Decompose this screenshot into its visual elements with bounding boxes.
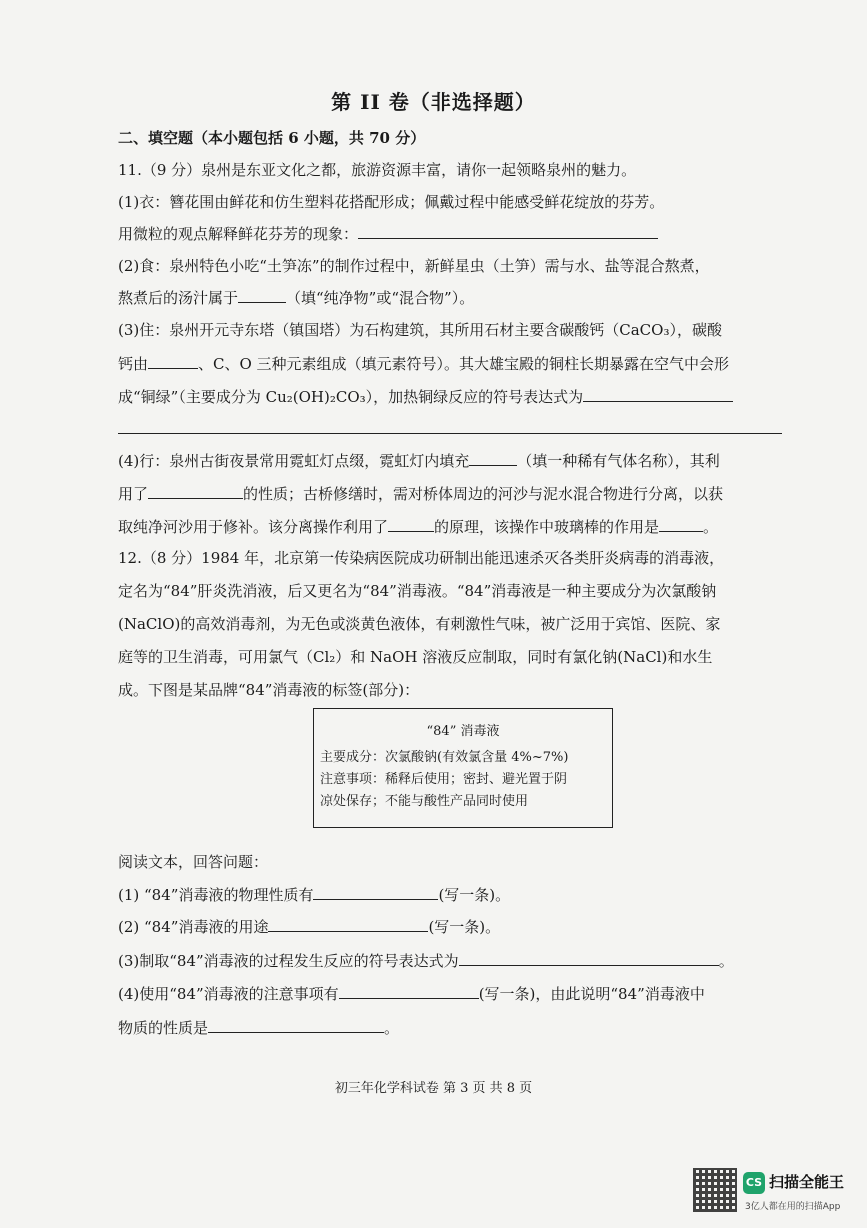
q11-part4-end: 。 <box>703 518 719 536</box>
part-heading: 二、填空题（本小题包括 6 小题，共 70 分） <box>118 129 426 147</box>
answer-blank[interactable] <box>469 450 517 466</box>
label-row-ingredients: 主要成分：次氯酸钠(有效氯含量 4%~7%) <box>320 750 569 765</box>
q11-part4-line3 <box>118 516 808 537</box>
answer-blank[interactable] <box>208 1017 384 1033</box>
q12-sub1-hint: (写一条)。 <box>438 886 511 904</box>
answer-blank[interactable] <box>659 516 703 532</box>
q12-sub4 <box>118 983 808 1004</box>
q11-part1-line2 <box>118 223 808 244</box>
q12-line4: 庭等的卫生消毒，可用氯气（Cl₂）和 NaOH 溶液反应制取，同时有氯化钠(NaCl)和水生 <box>118 648 713 666</box>
q11-part3-line4 <box>118 418 808 439</box>
q12-sub1-prompt: (1) “84”消毒液的物理性质有 <box>118 886 314 904</box>
answer-blank[interactable] <box>148 483 243 499</box>
answer-blank[interactable] <box>148 353 198 369</box>
answer-blank[interactable] <box>459 950 719 966</box>
q12-sub3-end: 。 <box>718 952 734 970</box>
scanner-tagline: 3亿人都在用的扫描App <box>745 1202 841 1212</box>
scanner-watermark <box>693 1168 853 1218</box>
q11-part3-prompt: 钙由 <box>118 355 149 373</box>
answer-blank[interactable] <box>339 983 479 999</box>
q12-sub4-prompt2: 物质的性质是 <box>118 1019 209 1037</box>
q11-part2-prompt: 熬煮后的汤汁属于 <box>118 289 239 307</box>
q11-part3-text: 、C、O 三种元素组成（填元素符号）。其大雄宝殿的铜柱长期暴露在空气中会形 <box>198 355 730 373</box>
q12-sub4-prompt: (4)使用“84”消毒液的注意事项有 <box>118 985 339 1003</box>
q11-part4-prompt2: 用了 <box>118 485 149 503</box>
q12-sub4-end: 。 <box>384 1019 400 1037</box>
q11-part4-text: 的性质；古桥修缮时，需对桥体周边的河沙与泥水混合物进行分离，以获 <box>243 485 724 503</box>
q12-sub4-text: (写一条)，由此说明“84”消毒液中 <box>478 985 705 1003</box>
q12-sub3 <box>118 950 808 971</box>
q11-part4-question: 的原理，该操作中玻璃棒的作用是 <box>434 518 660 536</box>
q11-part4-line2 <box>118 483 808 504</box>
qr-code-icon <box>693 1168 737 1212</box>
answer-blank[interactable] <box>313 884 438 900</box>
answer-blank[interactable] <box>583 386 733 402</box>
answer-blank[interactable] <box>118 418 782 434</box>
q12-sub2-prompt: (2) “84”消毒液的用途 <box>118 918 269 936</box>
q12-line2: 定名为“84”肝炎洗消液，后又更名为“84”消毒液。“84”消毒液是一种主要成分为次氯酸钠 <box>118 582 717 600</box>
q11-part4-prompt: (4)行：泉州古街夜景常用霓虹灯点缀，霓虹灯内填充 <box>118 452 470 470</box>
q11-part4-hint: （填一种稀有气体名称），其利 <box>517 452 720 470</box>
q11-part2-hint: （填“纯净物”或“混合物”）。 <box>286 289 475 307</box>
label-row-notes: 注意事项：稀释后使用；密封、避光置于阴 <box>320 772 568 787</box>
q12-line5: 成。下图是某品牌“84”消毒液的标签(部分)： <box>118 681 420 699</box>
q11-part2-line1: (2)食：泉州特色小吃“土笋冻”的制作过程中，新鲜星虫（土笋）需与水、盐等混合熬煮， <box>118 257 710 275</box>
answer-blank[interactable] <box>268 916 428 932</box>
q11-part4-prompt3: 取纯净河沙用于修补。该分离操作利用了 <box>118 518 389 536</box>
answer-blank[interactable] <box>358 223 658 239</box>
q11-part1-prompt: 用微粒的观点解释鲜花芬芳的现象： <box>118 225 359 243</box>
camscanner-logo-icon: CS <box>743 1172 765 1194</box>
q12-sub2-hint: (写一条)。 <box>428 918 501 936</box>
q12-line1: 12.（8 分）1984 年，北京第一传染病医院成功研制出能迅速杀灭各类肝炎病毒的消毒液， <box>118 549 725 567</box>
label-title: “84” 消毒液 <box>426 724 500 739</box>
label-row-storage: 凉处保存；不能与酸性产品同时使用 <box>320 794 529 809</box>
q11-intro: 11.（9 分）泉州是东亚文化之都，旅游资源丰富，请你一起领略泉州的魅力。 <box>118 161 637 179</box>
q11-part3-question: 成“铜绿”（主要成分为 Cu₂(OH)₂CO₃），加热铜绿反应的符号表达式为 <box>118 388 584 406</box>
q11-part3-line1: (3)住：泉州开元寺东塔（镇国塔）为石构建筑，其所用石材主要含碳酸钙（CaCO₃），碳酸 <box>118 321 722 339</box>
scanner-brand-name: 扫描全能王 <box>769 1173 845 1191</box>
q11-part3-line2 <box>118 353 808 374</box>
q11-part4-line1 <box>118 450 808 471</box>
q12-sub4-line2 <box>118 1017 808 1038</box>
q11-part3-line3 <box>118 386 808 407</box>
q12-sub1 <box>118 884 808 905</box>
disinfectant-label <box>313 708 613 828</box>
q12-read-instruction: 阅读文本，回答问题： <box>118 853 269 871</box>
q12-sub2 <box>118 916 808 937</box>
q11-part2-line2 <box>118 287 808 308</box>
page-footer: 初三年化学科试卷 第 3 页 共 8 页 <box>334 1081 533 1096</box>
q12-sub3-prompt: (3)制取“84”消毒液的过程发生反应的符号表达式为 <box>118 952 459 970</box>
q11-part1-line1: (1)衣：簪花围由鲜花和仿生塑料花搭配形成；佩戴过程中能感受鲜花绽放的芬芳。 <box>118 193 665 211</box>
section-title: 第 II 卷（非选择题） <box>331 90 536 114</box>
answer-blank[interactable] <box>238 287 286 303</box>
answer-blank[interactable] <box>388 516 434 532</box>
q12-line3: (NaClO)的高效消毒剂，为无色或淡黄色液体，有刺激性气味，被广泛用于宾馆、医院、家 <box>118 615 721 633</box>
